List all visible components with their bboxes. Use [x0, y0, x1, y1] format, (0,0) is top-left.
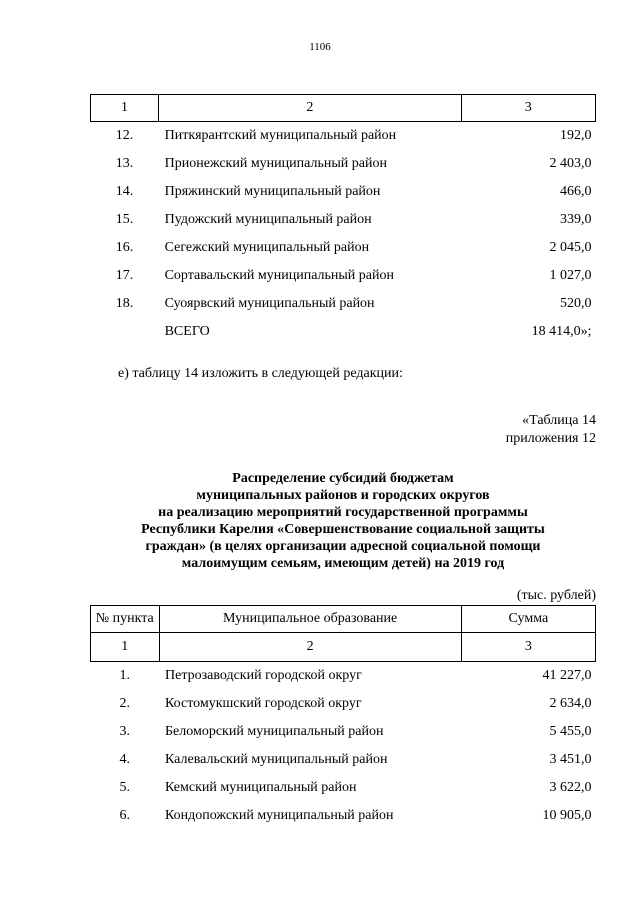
- table-row: [91, 690, 596, 718]
- table-row: [91, 746, 596, 774]
- column-number-1: 1: [91, 95, 159, 122]
- municipality-name: Кондопожский муниципальный район: [165, 808, 394, 823]
- table-row: [91, 718, 596, 746]
- amount: 2 634,0: [549, 696, 592, 711]
- row-number: 3.: [119, 724, 130, 739]
- amount: 466,0: [560, 184, 592, 199]
- title-line: муниципальных районов и городских округов: [196, 488, 490, 503]
- column-number-1: 1: [91, 633, 160, 662]
- column-number-row: [91, 633, 596, 662]
- row-number: 16.: [115, 240, 134, 255]
- municipality-name: Пудожский муниципальный район: [164, 212, 372, 227]
- table-title: [90, 470, 596, 572]
- row-number: 18.: [115, 296, 134, 311]
- table-row: [91, 774, 596, 802]
- row-number: 1.: [119, 668, 130, 683]
- row-number: 13.: [115, 156, 134, 171]
- header-amount: Сумма: [461, 606, 595, 633]
- table-row: [91, 122, 596, 151]
- municipality-name: Петрозаводский городской округ: [165, 668, 362, 683]
- table-row: [91, 262, 596, 290]
- table-row: [91, 802, 596, 830]
- amount: 10 905,0: [542, 808, 592, 823]
- amount: 339,0: [560, 212, 592, 227]
- table-row: [91, 662, 596, 691]
- title-line: Республики Карелия «Совершенствование социальной защиты: [141, 522, 545, 537]
- row-number: 6.: [119, 808, 130, 823]
- amount: 192,0: [560, 128, 592, 143]
- table-reference-line-2: приложения 12: [505, 431, 596, 446]
- amendment-paragraph: е) таблицу 14 изложить в следующей редакции:: [118, 366, 403, 381]
- municipality-name: Костомукшский городской округ: [165, 696, 362, 711]
- total-row: [91, 318, 596, 346]
- amount: 3 622,0: [549, 780, 592, 795]
- municipality-name: Сортавальский муниципальный район: [164, 268, 395, 283]
- municipality-name: Сегежский муниципальный район: [164, 240, 370, 255]
- municipality-name: Пряжинский муниципальный район: [164, 184, 381, 199]
- municipality-name: Прионежский муниципальный район: [164, 156, 387, 171]
- row-number: 2.: [119, 696, 130, 711]
- column-number-3: 3: [461, 633, 595, 662]
- row-number: 12.: [115, 128, 134, 143]
- header-municipality: Муниципальное образование: [159, 606, 461, 633]
- amount: 520,0: [560, 296, 592, 311]
- title-line: малоимущим семьям, имеющим детей) на 2019 год: [181, 556, 505, 571]
- row-number: 17.: [115, 268, 134, 283]
- unit-label: (тыс. рублей): [516, 588, 596, 603]
- amount: 5 455,0: [549, 724, 592, 739]
- amount: 41 227,0: [542, 668, 592, 683]
- column-header-row: [91, 606, 596, 633]
- municipality-name: Калевальский муниципальный район: [165, 752, 388, 767]
- header-item-number: № пункта: [91, 606, 160, 633]
- subsidy-table-continued: [90, 94, 596, 346]
- table-reference-note: [506, 412, 596, 448]
- page-number: 1106: [309, 41, 331, 53]
- column-number-3: 3: [461, 95, 595, 122]
- table-row: [91, 206, 596, 234]
- total-amount: 18 414,0»;: [531, 324, 592, 339]
- table-row: [91, 234, 596, 262]
- title-line: на реализацию мероприятий государственной программы: [158, 505, 528, 520]
- amount: 2 403,0: [549, 156, 592, 171]
- row-number: 5.: [119, 780, 130, 795]
- municipality-name: Питкярантский муниципальный район: [164, 128, 397, 143]
- row-number: 14.: [115, 184, 134, 199]
- amount: 1 027,0: [549, 268, 592, 283]
- column-number-2: 2: [159, 95, 461, 122]
- total-number-cell: [91, 318, 159, 346]
- column-number-row: [91, 95, 596, 122]
- municipality-name: Кемский муниципальный район: [165, 780, 357, 795]
- column-number-2: 2: [159, 633, 461, 662]
- total-label: ВСЕГО: [164, 324, 210, 339]
- title-line: Распределение субсидий бюджетам: [232, 471, 454, 486]
- table-row: [91, 150, 596, 178]
- table-row: [91, 178, 596, 206]
- amount: 3 451,0: [549, 752, 592, 767]
- subsidy-distribution-table: [90, 605, 596, 830]
- row-number: 4.: [119, 752, 130, 767]
- amount: 2 045,0: [549, 240, 592, 255]
- municipality-name: Суоярвский муниципальный район: [164, 296, 375, 311]
- table-row: [91, 290, 596, 318]
- municipality-name: Беломорский муниципальный район: [165, 724, 384, 739]
- table-reference-line-1: «Таблица 14: [522, 413, 596, 428]
- row-number: 15.: [115, 212, 134, 227]
- title-line: граждан» (в целях организации адресной социальной помощи: [145, 539, 541, 554]
